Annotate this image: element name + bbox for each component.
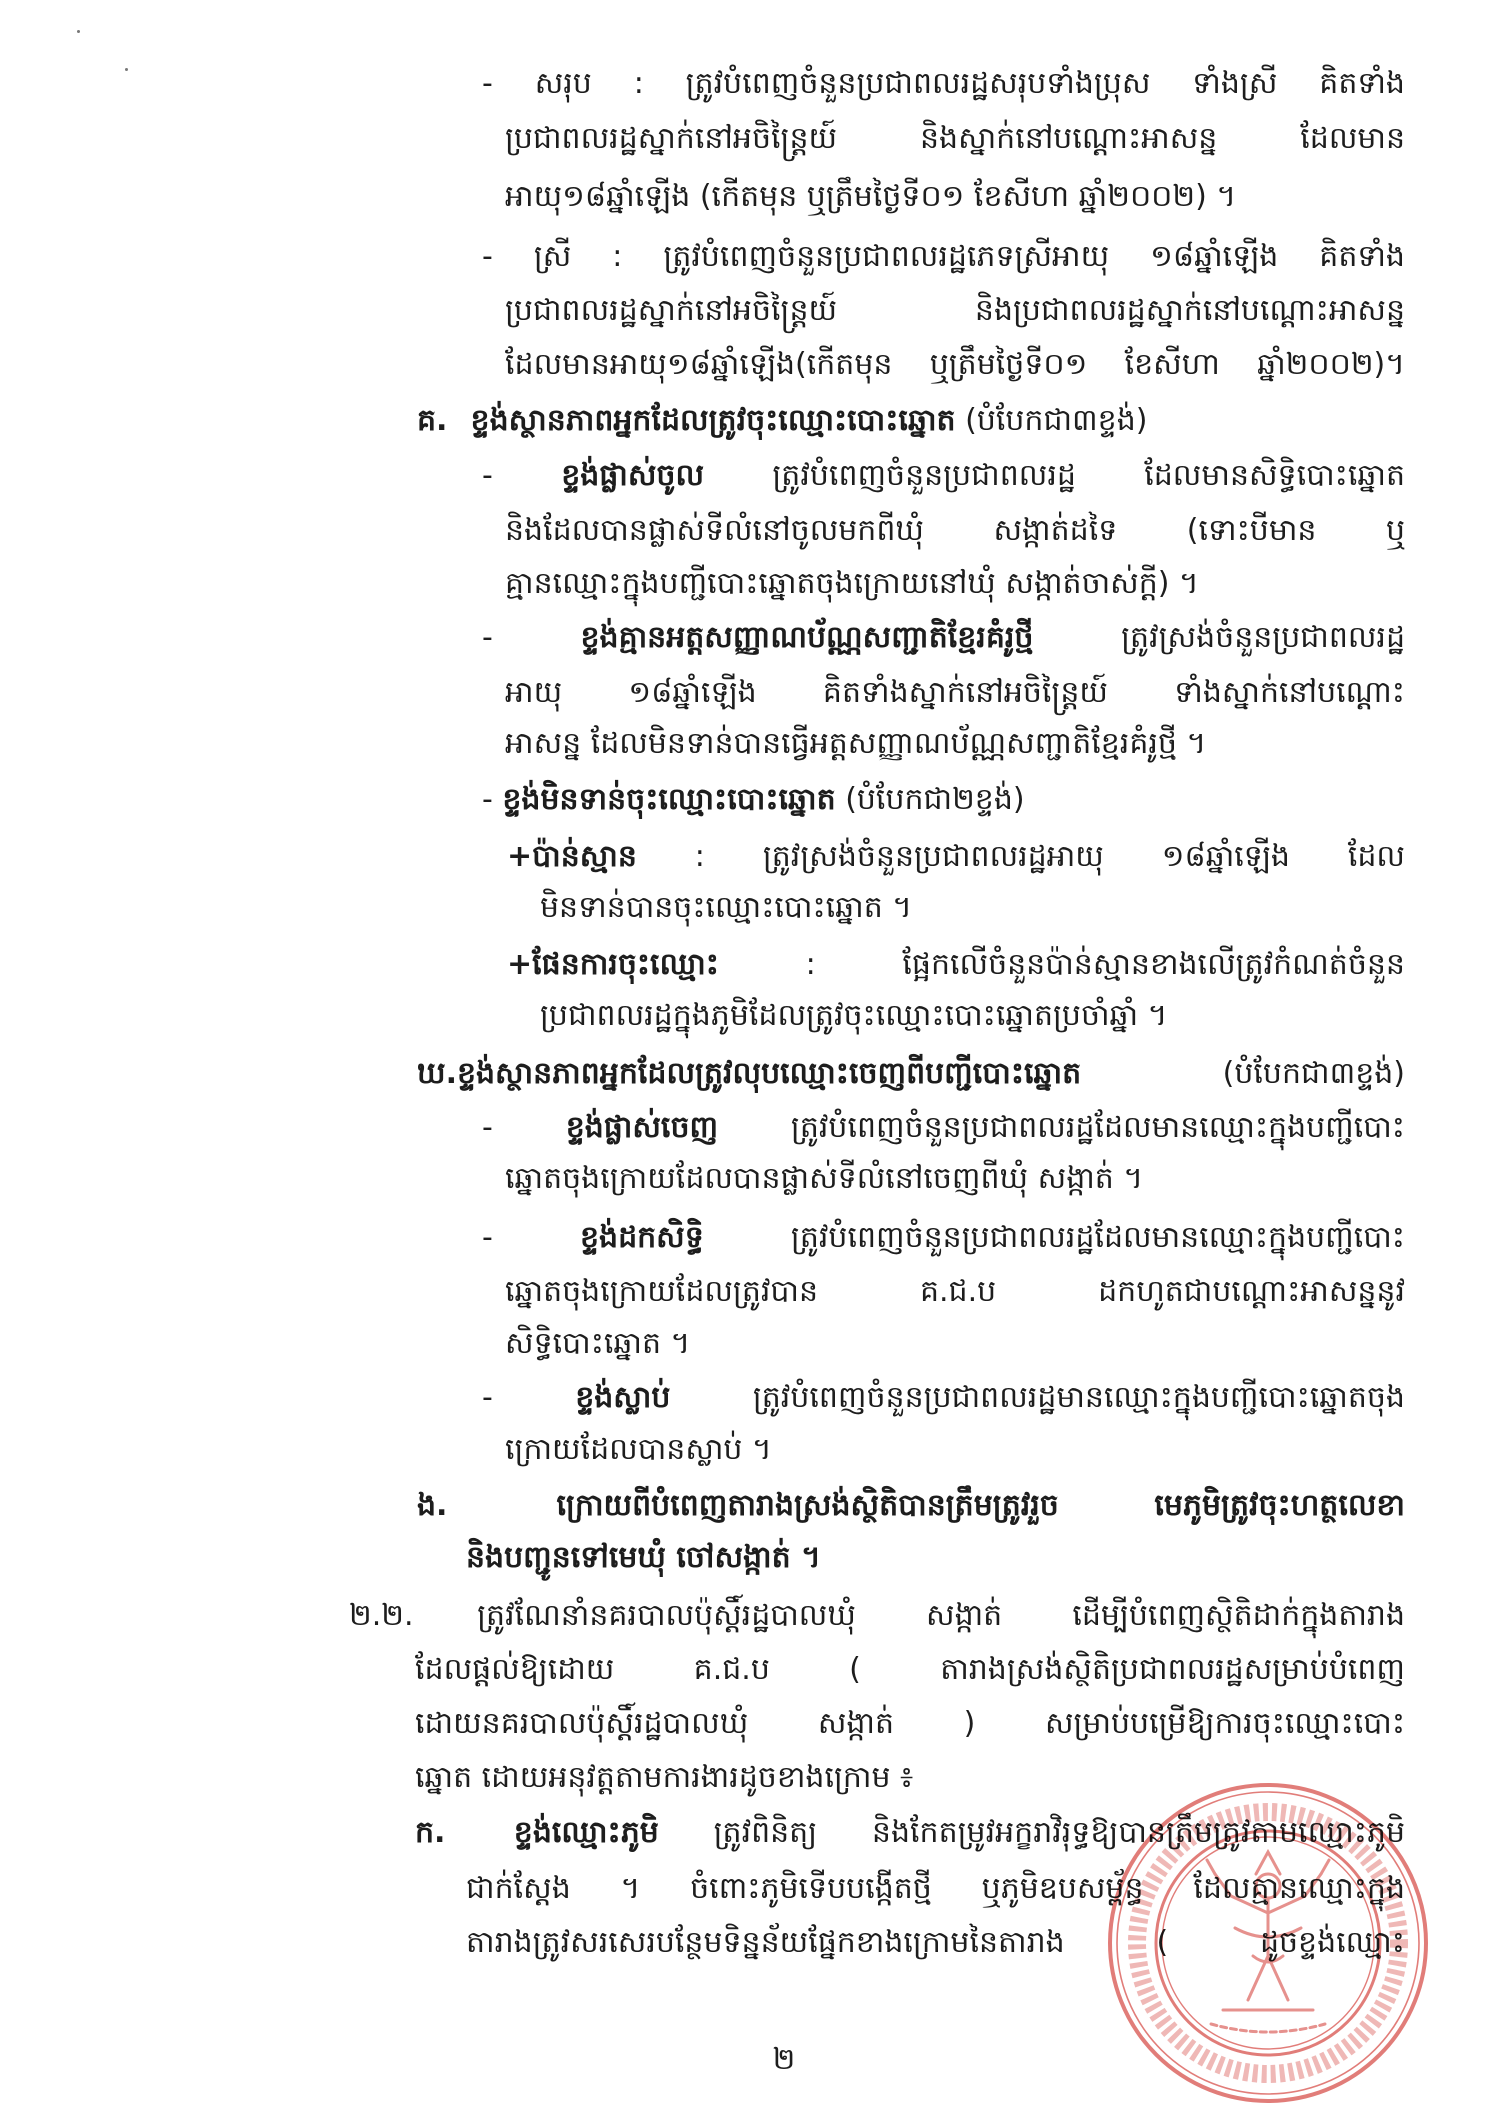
- section-2-2-line: ឆ្នោត ដោយអនុវត្តតាមការងារដូចខាងក្រោម ៖: [415, 1760, 914, 1795]
- section-letter: ង.: [417, 1488, 448, 1523]
- colon: :: [694, 839, 705, 874]
- section-letter: ឃ.: [417, 1056, 457, 1091]
- revoked-label: ខ្ទង់ដកសិទ្ធិ: [579, 1220, 704, 1255]
- section-d-title: ខ្ទង់ស្ថានភាពអ្នកដែលត្រូវលុបឈ្មោះចេញពីបញ្ជីបោះឆ្នោត: [456, 1056, 1082, 1091]
- no-id-card-line: អាយុ ១៨ឆ្នាំឡើង គិតទាំងស្នាក់នៅអចិន្ត្រៃយ៍ ទាំងស្នាក់នៅបណ្ដោះ: [505, 675, 1405, 710]
- village-name-item: [415, 1806, 1405, 1860]
- section-d-heading: [417, 1047, 1405, 1101]
- not-registered-label: ខ្ទង់មិនទាន់ចុះឈ្មោះបោះឆ្នោត: [502, 782, 836, 817]
- section-number: ២.២.: [349, 1598, 414, 1633]
- bullet-marker: -: [482, 239, 493, 274]
- village-name-line: តារាងត្រូវសរសេរបន្ថែមទិន្នន័យផ្នែកខាងក្រោមនៃតារាង ( ដូចខ្ទង់ឈ្មោះ: [466, 1925, 1405, 1960]
- village-name-text: ត្រូវពិនិត្យ និងកែតម្រូវអក្ខរាវិរុទ្ធឱ្យបានត្រឹមត្រូវតាមឈ្មោះភូមិ: [713, 1815, 1405, 1850]
- estimate-line: មិនទាន់បានចុះឈ្មោះបោះឆ្នោត ។: [540, 890, 913, 925]
- female-item: [482, 230, 1405, 284]
- moved-out-line: ឆ្នោតចុងក្រោយដែលបានផ្លាស់ទីលំនៅចេញពីឃុំ សង្កាត់ ។: [505, 1161, 1144, 1196]
- female-line: ប្រជាពលរដ្ឋស្នាក់នៅអចិន្ត្រៃយ៍ និងប្រជាពលរដ្ឋស្នាក់នៅបណ្ដោះអាសន្ន: [505, 293, 1405, 328]
- section-2-2-line: ដែលផ្ដល់ឱ្យដោយ គ.ជ.ប ( តារាងស្រង់ស្ថិតិប្រជាពលរដ្ឋសម្រាប់បំពេញ: [415, 1652, 1405, 1687]
- scan-speck: [77, 30, 80, 33]
- page-number: ២: [772, 2042, 796, 2077]
- section-d-note: (បំបែកជា៣ខ្ទង់): [1222, 1056, 1405, 1091]
- section-letter: ក.: [415, 1815, 446, 1850]
- bullet-marker: -: [482, 66, 493, 101]
- estimate-label: +ប៉ាន់ស្មាន: [507, 839, 637, 874]
- moved-out-label: ខ្ទង់ផ្លាស់ចេញ: [565, 1110, 719, 1145]
- village-name-label: ខ្ទង់ឈ្មោះភូមិ: [513, 1815, 659, 1850]
- bullet-marker: -: [482, 782, 493, 817]
- colon: :: [612, 239, 623, 274]
- colon: :: [805, 947, 816, 982]
- moved-out-item: [482, 1101, 1405, 1155]
- section-c-note: (បំបែកជា៣ខ្ទង់): [965, 403, 1148, 438]
- section-2-2-item: [349, 1589, 1405, 1643]
- bullet-marker: -: [482, 1380, 493, 1415]
- section-c-heading: [417, 394, 1405, 448]
- deceased-line: ក្រោយដែលបានស្លាប់ ។: [505, 1432, 772, 1467]
- section-e-item: [417, 1479, 1405, 1533]
- plan-text: ផ្អែកលើចំនួនប៉ាន់ស្មានខាងលើត្រូវកំណត់ចំនួន: [902, 947, 1405, 982]
- total-item: [482, 57, 1405, 111]
- female-text: ត្រូវបំពេញចំនួនប្រជាពលរដ្ឋភេទស្រីអាយុ ១៨ឆ្នាំឡើង គិតទាំង: [663, 239, 1405, 274]
- estimate-item: [507, 830, 1405, 884]
- section-2-2-line: ដោយនគរបាលប៉ុស្ដិ៍រដ្ឋបាលឃុំ សង្កាត់ ) សម្រាប់បម្រើឱ្យការចុះឈ្មោះបោះ: [415, 1706, 1405, 1741]
- moved-in-label: ខ្ទង់ផ្លាស់ចូល: [561, 458, 705, 493]
- plan-line: ប្រជាពលរដ្ឋក្នុងភូមិដែលត្រូវចុះឈ្មោះបោះឆ្នោតប្រចាំឆ្នាំ ។: [540, 998, 1168, 1033]
- section-letter: គ.: [417, 403, 448, 438]
- deceased-label: ខ្ទង់ស្លាប់: [575, 1380, 671, 1415]
- bullet-marker: -: [482, 620, 493, 655]
- female-line: ដែលមានអាយុ១៨ឆ្នាំឡើង(កើតមុន ឬត្រឹមថ្ងៃទី០១ ខែសីហា ឆ្នាំ២០០២)។: [505, 347, 1405, 382]
- scan-speck: [125, 68, 128, 71]
- no-id-card-text: ត្រូវស្រង់ចំនួនប្រជាពលរដ្ឋ: [1121, 620, 1405, 655]
- colon: :: [633, 66, 644, 101]
- total-line: អាយុ១៨ឆ្នាំឡើង (កើតមុន ឬត្រឹមថ្ងៃទី០១ ខែសីហា ឆ្នាំ២០០២) ។: [505, 179, 1237, 214]
- moved-in-item: [482, 449, 1405, 503]
- moved-in-line: គ្មានឈ្មោះក្នុងបញ្ជីបោះឆ្នោតចុងក្រោយនៅឃុំ សង្កាត់ចាស់ក្ដី) ។: [505, 566, 1199, 601]
- moved-out-text: ត្រូវបំពេញចំនួនប្រជាពលរដ្ឋដែលមានឈ្មោះក្នុងបញ្ជីបោះ: [790, 1110, 1405, 1145]
- total-text: ត្រូវបំពេញចំនួនប្រជាពលរដ្ឋសរុបទាំងប្រុស ទាំងស្រី គិតទាំង: [685, 66, 1405, 101]
- plan-label: +ផែនការចុះឈ្មោះ: [507, 947, 719, 982]
- village-name-line: ជាក់ស្ដែង ។ ចំពោះភូមិទើបបង្កើតថ្មី ឬភូមិឧបសម្ព័ន្ធ ដែលគ្មានឈ្មោះក្នុង: [466, 1871, 1405, 1906]
- section-c-title: ខ្ទង់ស្ថានភាពអ្នកដែលត្រូវចុះឈ្មោះបោះឆ្នោត: [470, 403, 956, 438]
- total-label: សរុប: [534, 66, 592, 101]
- revoked-text: ត្រូវបំពេញចំនួនប្រជាពលរដ្ឋដែលមានឈ្មោះក្នុងបញ្ជីបោះ: [790, 1220, 1405, 1255]
- moved-in-text: ត្រូវបំពេញចំនួនប្រជាពលរដ្ឋ ដែលមានសិទ្ធិបោះឆ្នោត: [772, 458, 1405, 493]
- total-line: ប្រជាពលរដ្ឋស្នាក់នៅអចិន្ត្រៃយ៍ និងស្នាក់នៅបណ្ដោះអាសន្ន ដែលមាន: [505, 121, 1405, 156]
- no-id-card-item: [482, 611, 1405, 665]
- female-label: ស្រី: [533, 239, 572, 274]
- revoked-line: ឆ្នោតចុងក្រោយដែលត្រូវបាន គ.ជ.ប ដកហូតជាបណ្ដោះអាសន្ននូវ: [505, 1274, 1405, 1309]
- section-e-text: ក្រោយពីបំពេញតារាងស្រង់ស្ថិតិបានត្រឹមត្រូវរួច មេភូមិត្រូវចុះហត្ថលេខា: [556, 1488, 1405, 1523]
- estimate-text: ត្រូវស្រង់ចំនួនប្រជាពលរដ្ឋអាយុ ១៨ឆ្នាំឡើង ដែល: [762, 839, 1405, 874]
- section-2-2-text: ត្រូវណែនាំនគរបាលប៉ុស្ដិ៍រដ្ឋបាលឃុំ សង្កាត់ ដើម្បីបំពេញស្ថិតិដាក់ក្នុងតារាង: [477, 1598, 1405, 1633]
- not-registered-note: (បំបែកជា២ខ្ទង់): [845, 782, 1025, 817]
- plan-item: [507, 938, 1405, 992]
- no-id-card-line: អាសន្ន ដែលមិនទាន់បានធ្វើអត្តសញ្ញាណប័ណ្ណសញ្ជាតិខ្មែរគំរូថ្មី ។: [505, 726, 1207, 761]
- bullet-marker: -: [482, 458, 493, 493]
- revoked-item: [482, 1211, 1405, 1265]
- deceased-item: [482, 1371, 1405, 1425]
- moved-in-line: និងដែលបានផ្លាស់ទីលំនៅចូលមកពីឃុំ សង្កាត់ដទៃ (ទោះបីមាន ឬ: [505, 513, 1405, 548]
- bullet-marker: -: [482, 1110, 493, 1145]
- revoked-line: សិទ្ធិបោះឆ្នោត ។: [505, 1326, 691, 1361]
- section-e-line: និងបញ្ជូនទៅមេឃុំ ចៅសង្កាត់ ។: [466, 1540, 821, 1575]
- deceased-text: ត្រូវបំពេញចំនួនប្រជាពលរដ្ឋមានឈ្មោះក្នុងបញ្ជីបោះឆ្នោតចុង: [752, 1380, 1405, 1415]
- not-registered-item: [482, 773, 1405, 827]
- bullet-marker: -: [482, 1220, 493, 1255]
- no-id-card-label: ខ្ទង់គ្មានអត្តសញ្ញាណប័ណ្ណសញ្ជាតិខ្មែរគំរូថ្មី: [580, 620, 1034, 655]
